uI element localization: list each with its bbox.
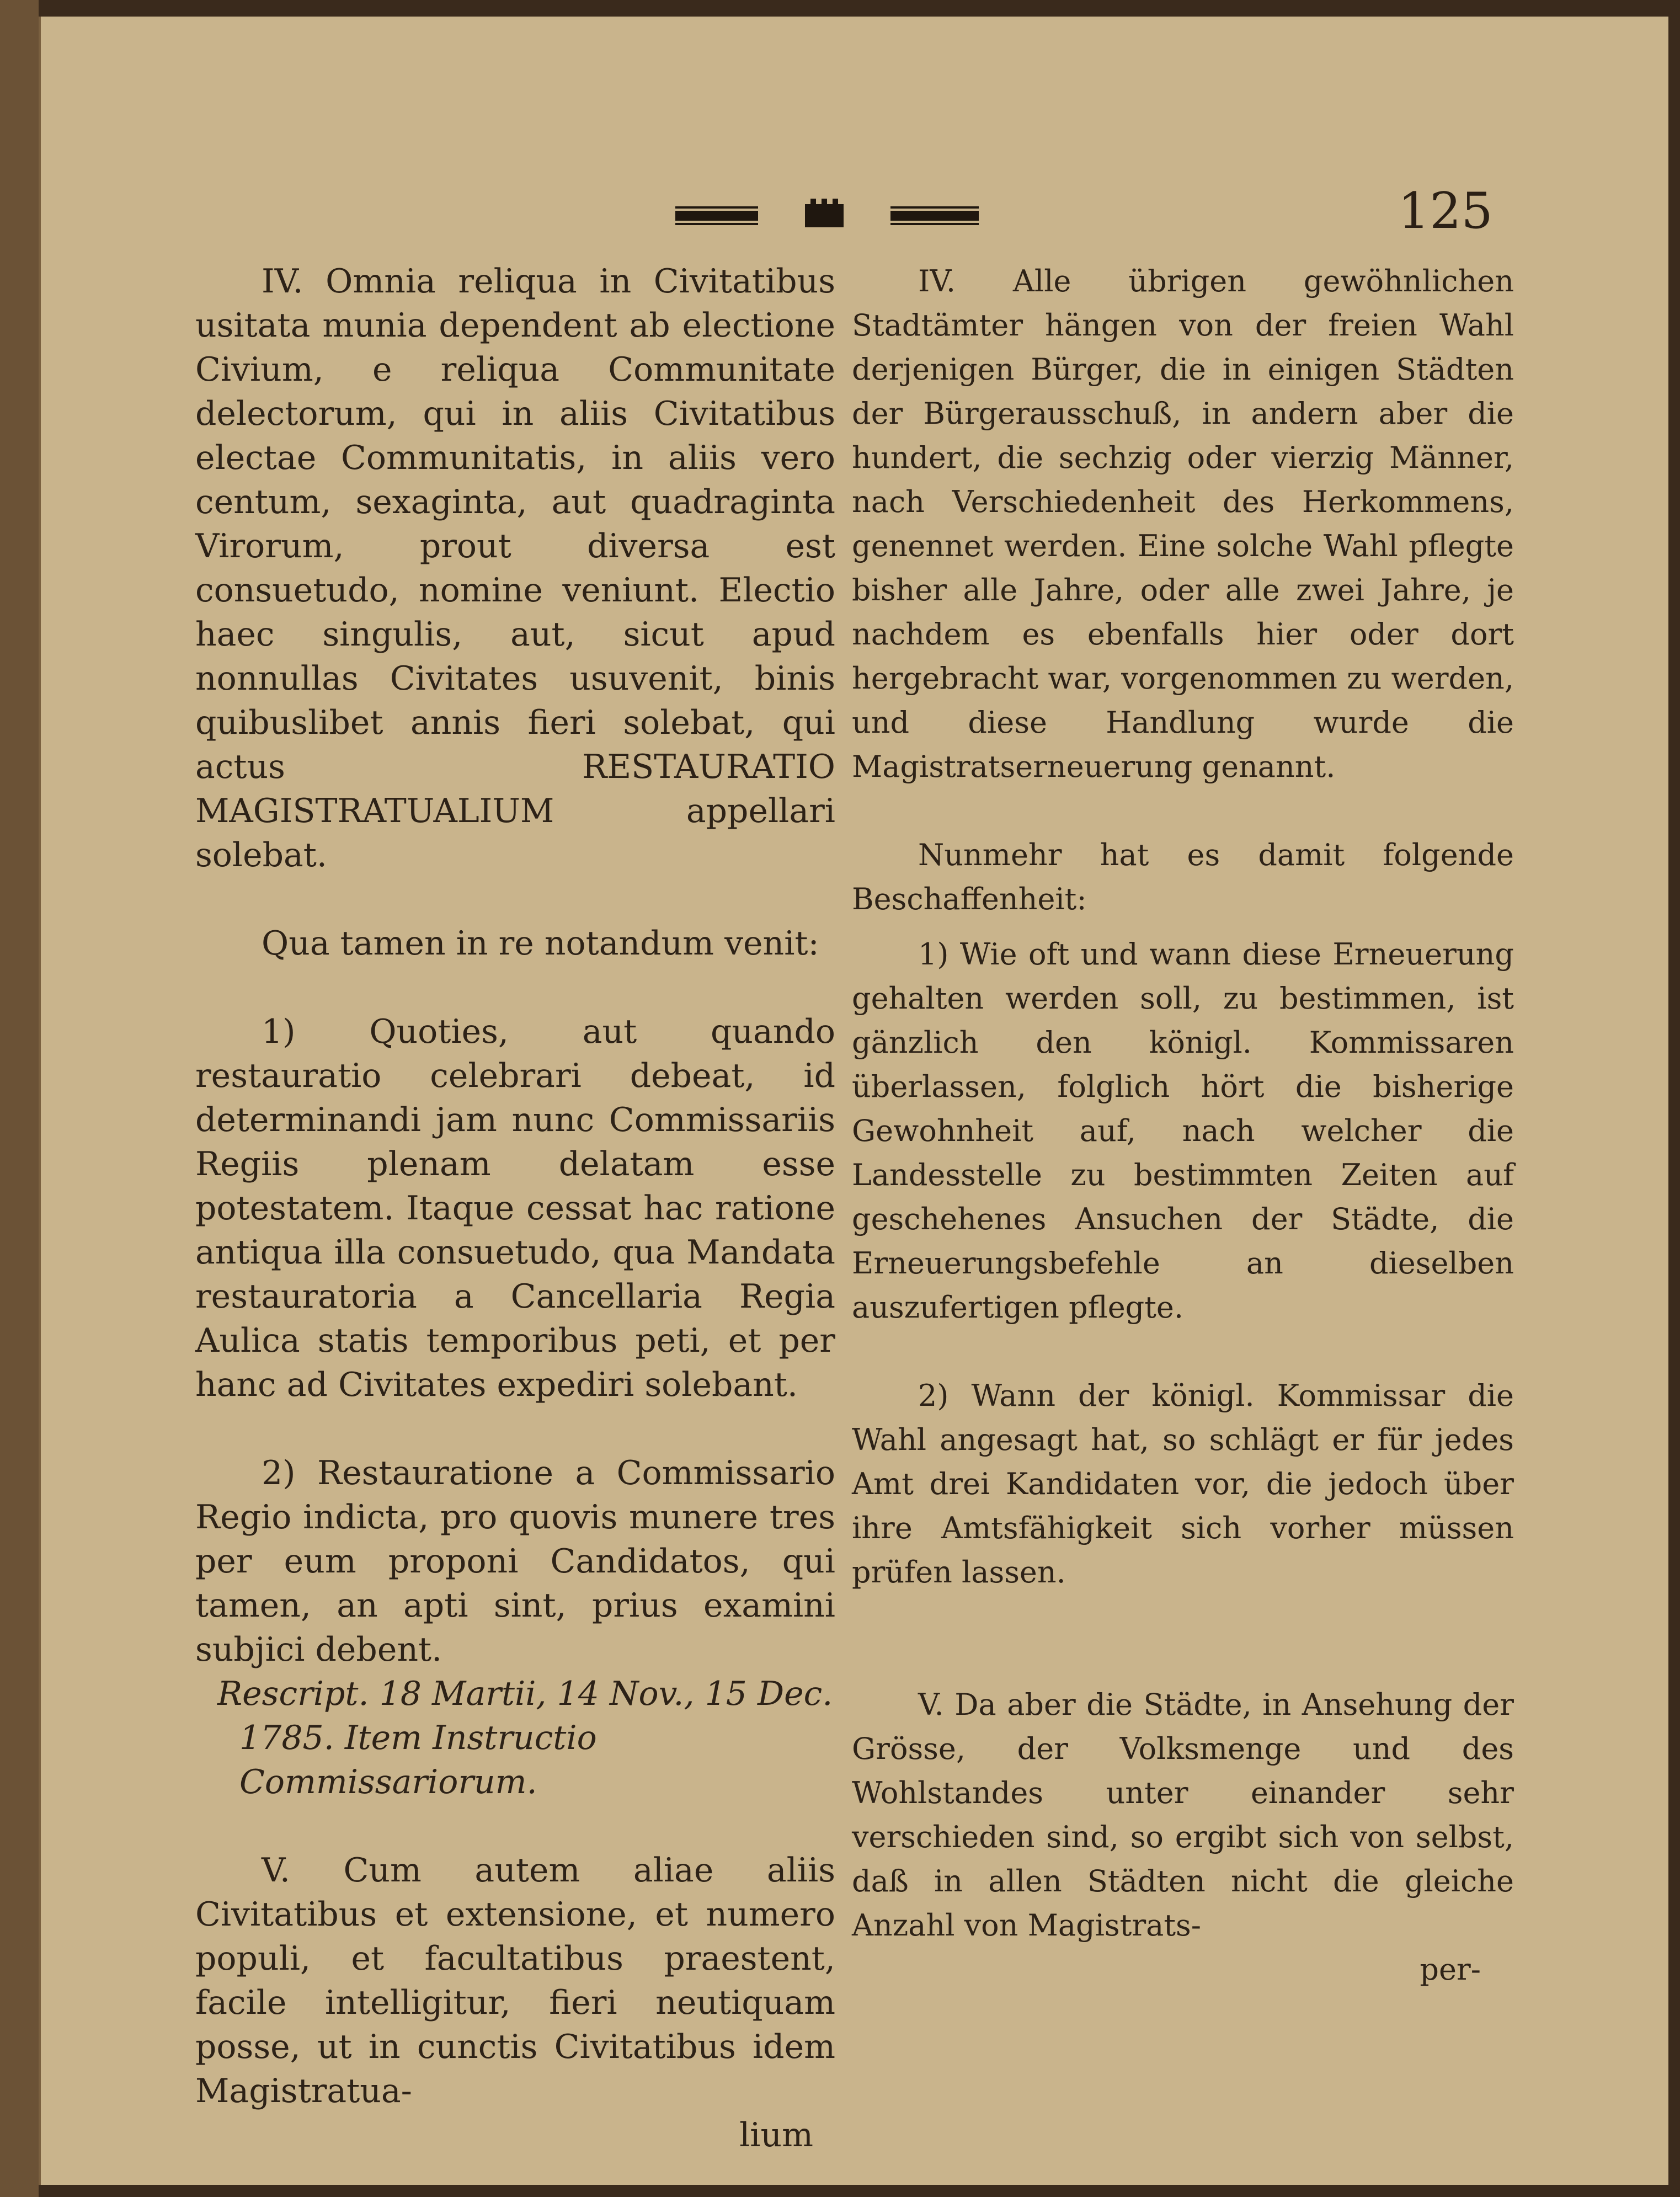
german-paragraph-nunmehr: Nunmehr hat es damit folgende Beschaffenheit: [852,838,1514,916]
rescript-citation: Rescript. 18 Martii, 14 Nov., 15 Dec. 1785. Item Instructio Commissariorum. [217,1675,833,1801]
book-page [39,17,1668,2185]
latin-paragraph-qua: Qua tamen in re notandum venit: [262,924,819,963]
german-paragraph-v: V. Da aber die Städte, in Ansehung der Grösse, der Volksmenge und des Wohlstandes unter einander sehr verschieden sind, so ergibt sich von selbst, daß in allen Städten nicht die gleiche Anzahl von Magistrats- [852,1687,1514,1943]
latin-paragraph-1: 1) Quoties, aut quando restauratio celebrari debeat, id determinandi jam nunc Commissariis Regiis plenam delatam esse potestatem. Itaque cessat hac ratione antiqua illa consuetudo, qua Mandata restauratoria a Cancellaria Regia Aulica statis temporibus peti, et per hanc ad Civitates expediri solebant. [195,1012,835,1404]
german-paragraph-2: 2) Wann der königl. Kommissar die Wahl angesagt hat, so schlägt er für jedes Amt drei Kandidaten vor, die jedoch über ihre Amtsfähigkeit sich vorher müssen prüfen lassen. [852,1378,1514,1590]
german-column [852,259,1514,1992]
german-paragraph-1: 1) Wie oft und wann diese Erneuerung gehalten werden soll, zu bestimmen, ist gänzlich den königl. Kommissaren überlassen, folglich hört die bisherige Gewohnheit auf, nach welcher die Landesstelle zu bestimmten Zeiten auf geschehenes Ansuchen der Städte, die Erneuerungsbefehle an dieselben auszufertigen pflegte. [852,937,1514,1325]
latin-paragraph-iv: IV. Omnia reliqua in Civitatibus usitata munia dependent ab electione Civium, e reliqua Communitate delectorum, qui in aliis Civitatibus electae Communitatis, in aliis vero centum, sexaginta, aut quadraginta Virorum, prout diversa est consuetudo, nomine veniunt. Electio haec singulis, aut, sicut apud nonnullas Civitates usuvenit, binis quibuslibet annis fieri solebat, qui actus RESTAURATIO MAGISTRATUALIUM appellari solebat. [195,262,835,874]
page-number: 125 [1398,182,1493,240]
german-paragraph-iv: IV. Alle übrigen gewöhnlichen Stadtämter hängen von der freien Wahl derjenigen Bürger, die in einigen Städten der Bürgerausschuß, in andern aber die hundert, die sechzig oder vierzig Männer, nach Verschiedenheit des Herkommens, genennet werden. Eine solche Wahl pflegte bisher alle Jahre, oder alle zwei Jahre, je nachdem es ebenfalls hier oder dort hergebracht war, vorgenommen zu werden, und diese Handlung wurde die Magistratserneuerung genannt. [852,264,1514,784]
book-gutter [0,0,39,2197]
latin-paragraph-2: 2) Restauratione a Commissario Regio indicta, pro quovis munere tres per eum proponi Candidatos, qui tamen, an apti sint, prius examini subjici debent. [195,1454,835,1669]
latin-catchword: lium [739,2116,813,2155]
page-header [41,177,1668,243]
latin-paragraph-v: V. Cum autem aliae aliis Civitatibus et extensione, et numero populi, et facultatibus praestent, facile intelligitur, fieri neutiquam posse, ut in cunctis Civitatibus idem Magistratua- [195,1851,835,2110]
header-rule-ornament [675,199,1023,232]
latin-column [195,259,835,2157]
german-catchword: per- [1420,1952,1481,1987]
